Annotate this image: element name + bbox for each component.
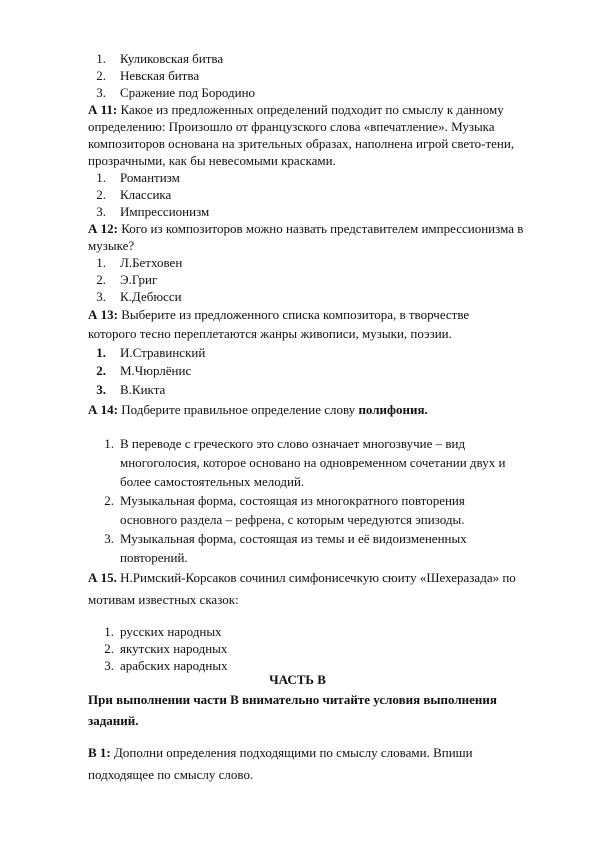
option-number: 2. <box>104 493 114 508</box>
list-number: 2. <box>96 68 106 83</box>
question-text: композиторов основана на зрительных образах, наполнена игрой свето-тени, <box>88 136 515 151</box>
option-number: 2. <box>96 187 106 202</box>
option-number: 3. <box>96 289 106 304</box>
question-a14 <box>88 402 428 418</box>
question-label: А 14: <box>88 402 118 417</box>
question-label: А 13: <box>88 307 118 322</box>
option-number: 1. <box>96 255 106 270</box>
question-text: мотивам известных сказок: <box>88 592 239 607</box>
answer-option: М.Чюрлёнис <box>120 363 192 378</box>
list-number: 1. <box>96 51 106 66</box>
question-text: музыке? <box>88 238 135 253</box>
answer-option: В переводе с греческого это слово означает многозвучие – вид <box>120 436 466 451</box>
answer-option: якутских народных <box>120 641 228 656</box>
answer-option: Классика <box>120 187 172 202</box>
answer-option: Л.Бетховен <box>120 255 183 270</box>
question-text: прозрачными, как бы невесомыми красками. <box>88 153 336 168</box>
answer-option: основного раздела – рефрена, с которым чередуются эпизоды. <box>120 512 465 527</box>
section-intro: При выполнении части В внимательно читайте условия выполнения <box>88 692 497 707</box>
option-number: 1. <box>104 624 114 639</box>
option-number: 3. <box>104 658 114 673</box>
question-b1 <box>88 745 473 761</box>
answer-option: К.Дебюсси <box>120 289 182 304</box>
answer-option: русских народных <box>120 624 222 639</box>
list-item: Сражение под Бородино <box>120 85 256 100</box>
question-label: А 15. <box>88 570 117 585</box>
answer-option: многоголосия, которое основано на одновременном сочетании двух и <box>120 455 506 470</box>
section-heading: ЧАСТЬ В <box>269 672 326 687</box>
answer-option: более самостоятельных мелодий. <box>120 474 305 489</box>
answer-option: В.Кикта <box>120 382 166 397</box>
option-number: 3. <box>96 204 106 219</box>
answer-option: повторений. <box>120 550 188 565</box>
option-number: 1. <box>104 436 114 451</box>
option-number: 3. <box>96 382 106 397</box>
question-a15 <box>88 570 516 586</box>
question-label: В 1: <box>88 745 111 760</box>
answer-option: Музыкальная форма, состоящая из темы и её видоизмененных <box>120 531 467 546</box>
answer-option: арабских народных <box>120 658 228 673</box>
question-text: Подберите правильное определение слову <box>117 402 359 417</box>
question-a13 <box>88 307 469 323</box>
question-text: подходящее по смыслу слово. <box>88 767 254 782</box>
question-label: А 12: <box>88 221 118 236</box>
answer-option: И.Стравинский <box>120 345 206 360</box>
answer-option: Музыкальная форма, состоящая из многократного повторения <box>120 493 465 508</box>
question-label: А 11: <box>88 102 118 117</box>
answer-option: Романтизм <box>120 170 180 185</box>
question-text: определению: Произошло от французского слова «впечатление». Музыка <box>88 119 495 134</box>
question-text: Какое из предложенных определений подходит по смыслу к данному <box>117 102 504 117</box>
list-number: 3. <box>96 85 106 100</box>
question-text: Дополни определения подходящими по смыслу словами. Впиши <box>110 745 473 760</box>
section-intro: заданий. <box>88 713 139 728</box>
question-a12 <box>88 221 523 237</box>
list-item: Невская битва <box>120 68 200 83</box>
answer-option: Импрессионизм <box>120 204 210 219</box>
option-number: 2. <box>96 272 106 287</box>
question-text: Н.Римский-Корсаков сочинил симфонисечкую сюиту «Шехеразада» по <box>116 570 516 585</box>
list-item: Куликовская битва <box>120 51 224 66</box>
answer-option: Э.Григ <box>120 272 158 287</box>
question-a11 <box>88 102 504 118</box>
option-number: 2. <box>96 363 106 378</box>
question-text: которого тесно переплетаются жанры живописи, музыки, поэзии. <box>88 326 452 341</box>
question-text: Выберите из предложенного списка композитора, в творчестве <box>117 307 470 322</box>
option-number: 1. <box>96 170 106 185</box>
question-keyword: полифония. <box>358 402 428 417</box>
question-text: Кого из композиторов можно назвать представителем импрессионизма в <box>117 221 524 236</box>
option-number: 3. <box>104 531 114 546</box>
option-number: 1. <box>96 345 106 360</box>
option-number: 2. <box>104 641 114 656</box>
